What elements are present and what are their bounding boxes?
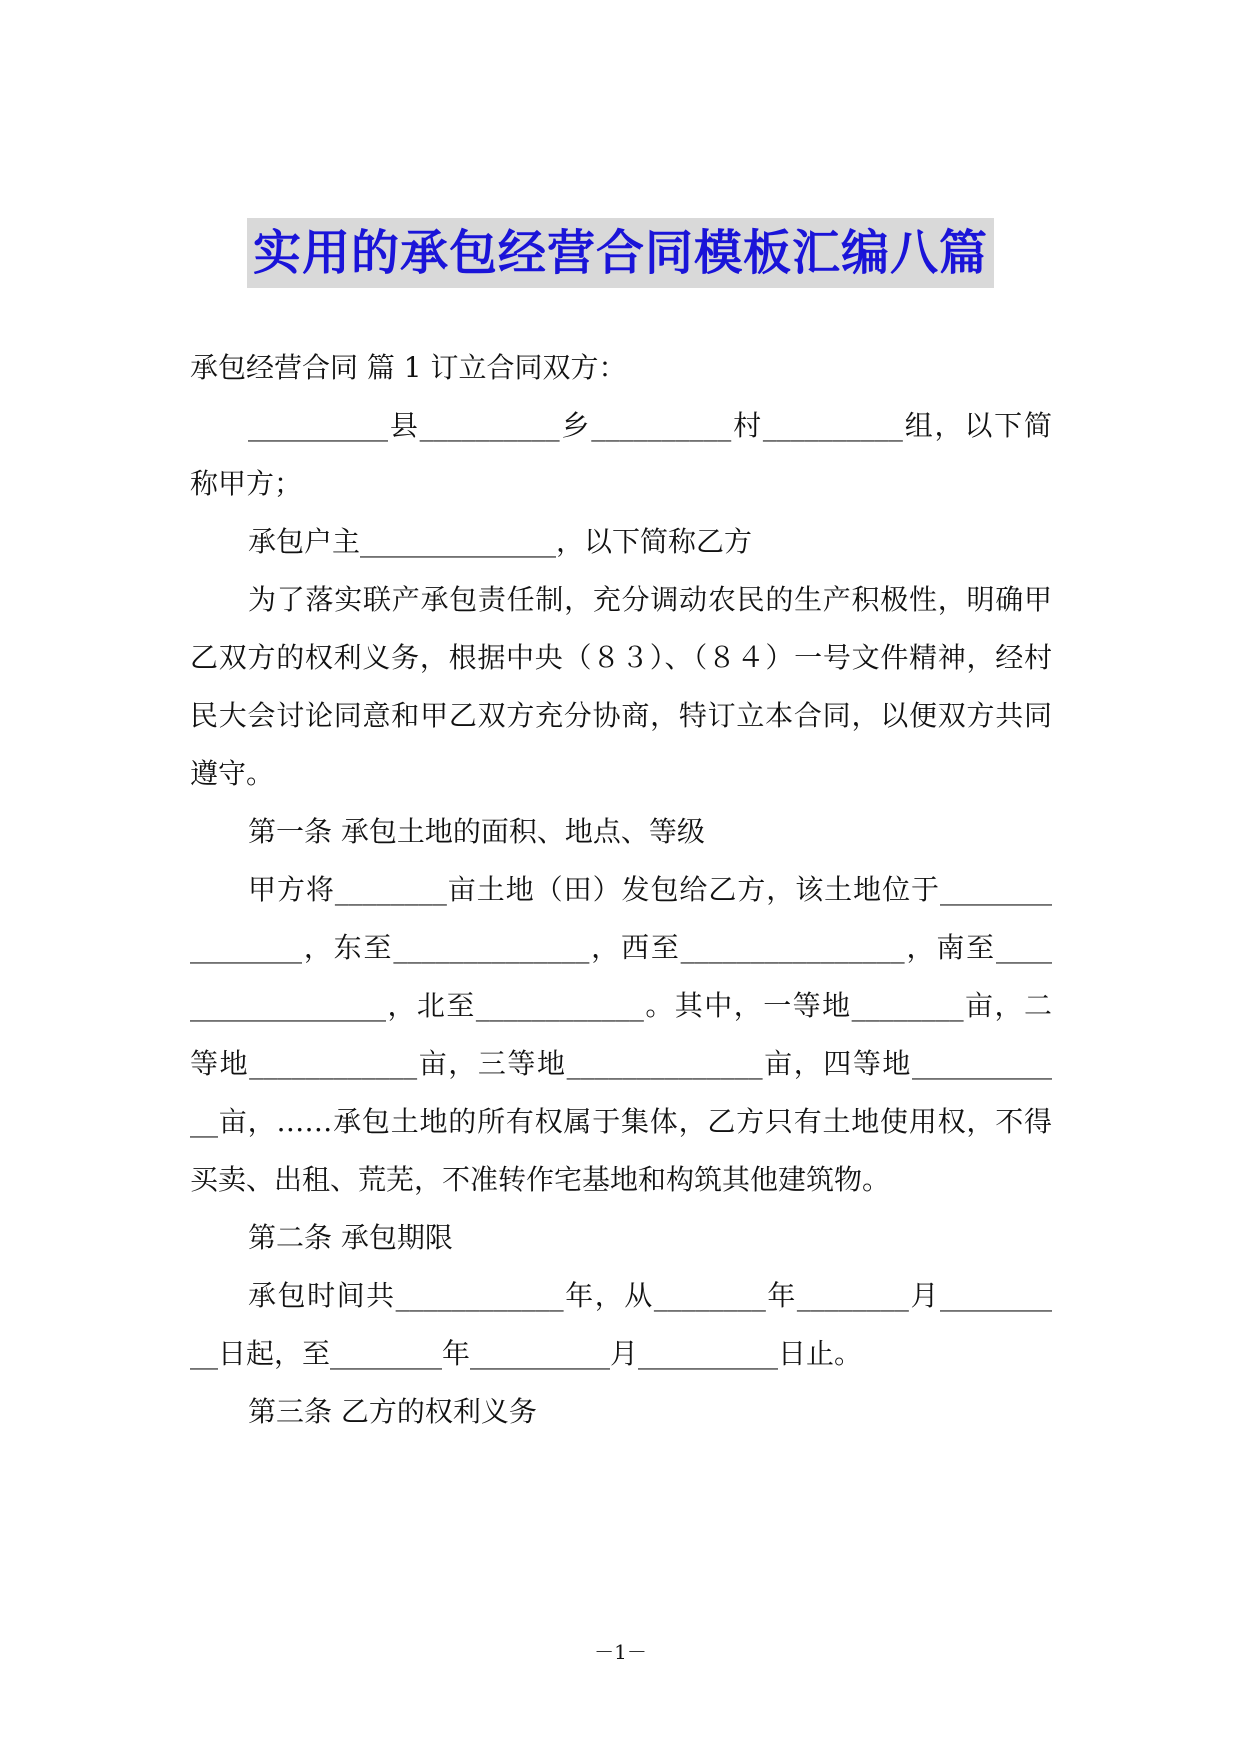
article-1-line: ______________，北至____________。其中，一等地________亩，二 — [190, 989, 1052, 1022]
article-1-heading: 第一条 承包土地的面积、地点、等级 — [248, 815, 705, 848]
article-1-line: 等地____________亩，三等地______________亩，四等地__________ — [190, 1047, 1052, 1080]
preamble-line: 乙双方的权利义务，根据中央（８３）、（８４）一号文件精神，经村 — [190, 641, 1052, 674]
article-1-line: ________，东至______________，西至________________，南至____ — [190, 931, 1052, 964]
article-2-line: __日起，至________年__________月__________日止。 — [190, 1337, 863, 1370]
article-2-heading: 第二条 承包期限 — [248, 1221, 453, 1254]
article-1-line: 买卖、出租、荒芜，不准转作宅基地和构筑其他建筑物。 — [190, 1163, 891, 1196]
preamble-line: 为了落实联产承包责任制，充分调动农民的生产积极性，明确甲 — [248, 583, 1052, 616]
contract-heading-line: 承包经营合同 篇 1 订立合同双方： — [190, 351, 627, 384]
preamble-line: 遵守。 — [190, 757, 275, 790]
document-title: 实用的承包经营合同模板汇编八篇 — [247, 218, 994, 288]
page-number: －1－ — [594, 1640, 647, 1664]
article-1-line: 甲方将________亩土地（田）发包给乙方，该土地位于________ — [248, 873, 1052, 906]
party-b-line: 承包户主______________，以下简称乙方 — [248, 525, 753, 558]
article-2-line: 承包时间共____________年，从________年________月________ — [248, 1279, 1052, 1312]
preamble-line: 民大会讨论同意和甲乙双方充分协商，特订立本合同，以便双方共同 — [190, 699, 1052, 732]
party-a-line: __________县__________乡__________村__________组，以下简 — [248, 409, 1052, 442]
article-1-line: __亩，……承包土地的所有权属于集体，乙方只有土地使用权，不得 — [190, 1105, 1052, 1138]
article-3-heading: 第三条 乙方的权利义务 — [248, 1395, 537, 1428]
title-container — [0, 218, 1241, 288]
party-a-line-cont: 称甲方； — [190, 467, 303, 500]
